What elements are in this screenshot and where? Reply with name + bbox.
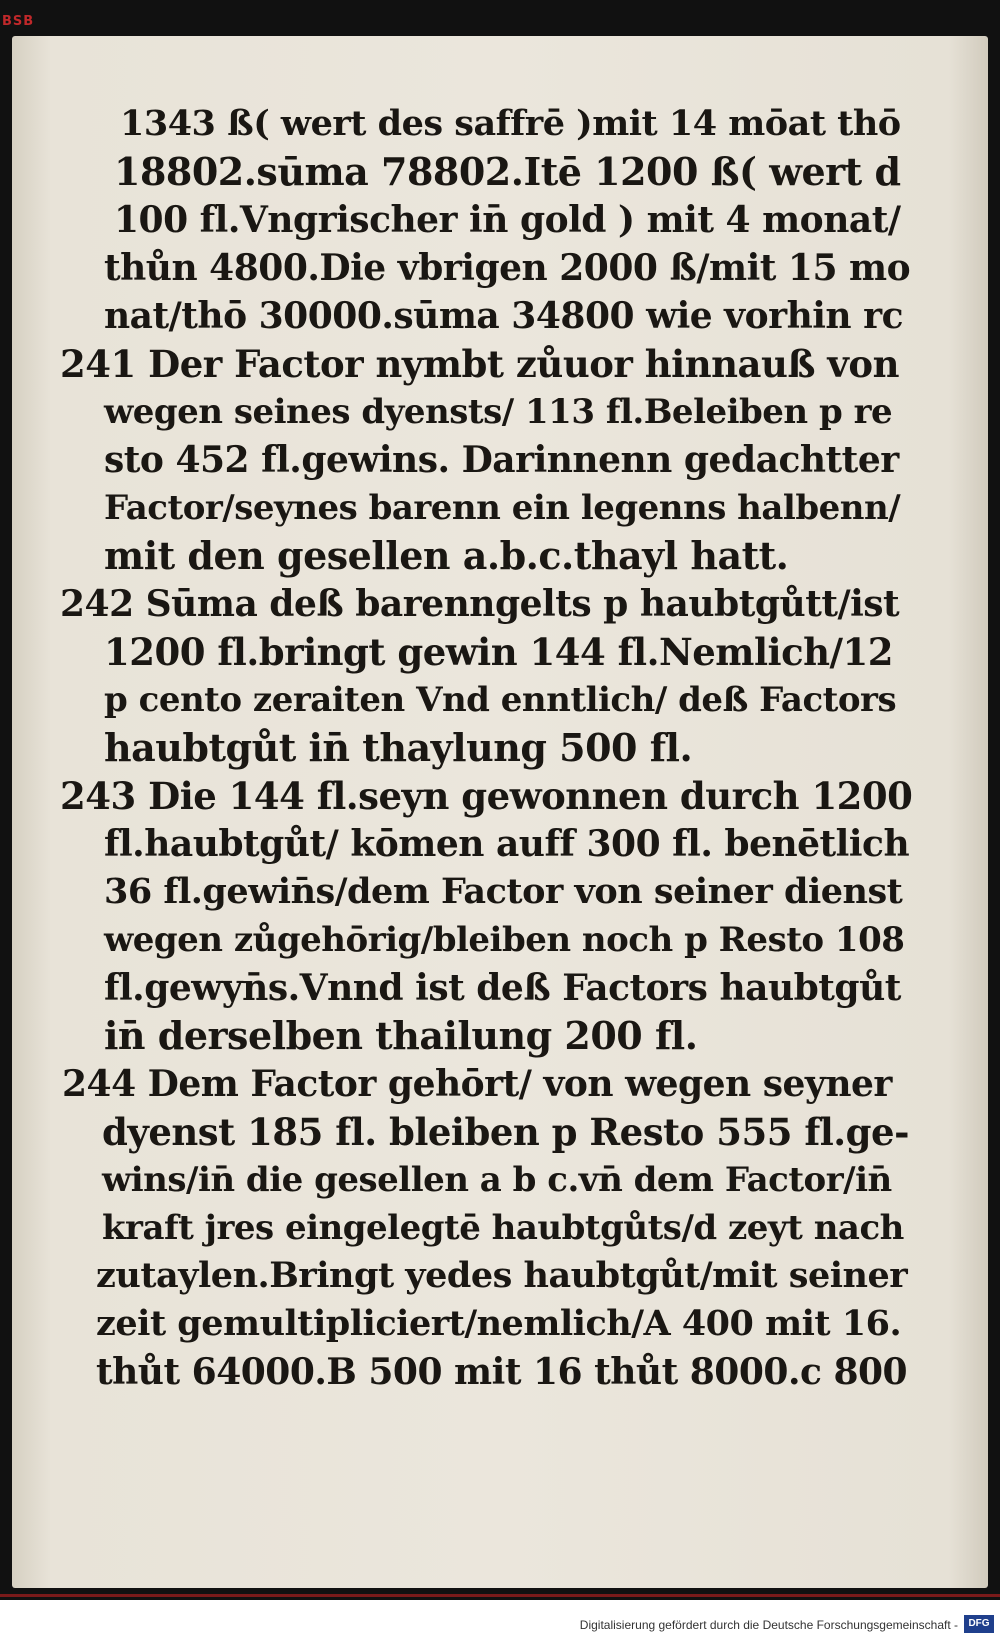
text-line: 100 fl.Vngrischer in̄ gold ) mit 4 monat/: [114, 199, 901, 241]
text-line: 242 Sūma deß barenngelts p haubtgůtt/ist: [60, 583, 900, 625]
text-line: zeit gemultipliciert/nemlich/A 400 mit 16.: [96, 1303, 902, 1344]
text-line: sto 452 fl.gewins. Darinnenn gedachtter: [104, 439, 899, 481]
text-line: p cento zeraiten Vnd enntlich/ deß Factors: [104, 680, 897, 720]
page-sheet: [12, 36, 988, 1588]
text-line: haubtgůt in̄ thaylung 500 fl.: [104, 725, 693, 770]
text-line: 36 fl.gewin̄s/dem Factor von seiner dienst: [104, 871, 903, 912]
text-line: in̄ derselben thailung 200 fl.: [104, 1013, 698, 1058]
text-line: thůt 64000.B 500 mit 16 thůt 8000.c 800: [96, 1351, 908, 1393]
funding-credit: Digitalisierung gefördert durch die Deutsche Forschungsgemeinschaft -: [579, 1618, 958, 1632]
page-bottom-edge: [0, 1594, 1000, 1597]
text-line: zutaylen.Bringt yedes haubtgůt/mit seiner: [96, 1255, 908, 1296]
text-line: 18802.sūma 78802.Itē 1200 ß( wert d: [114, 149, 901, 194]
text-block: [12, 36, 988, 1588]
text-line: wins/in̄ die gesellen a b c.vn̄ dem Factor/in̄: [102, 1160, 892, 1200]
dfg-logo: DFG: [964, 1615, 994, 1633]
text-line: 241 Der Factor nymbt zůuor hinnauß von: [60, 342, 899, 386]
text-line: fl.haubtgůt/ kōmen auff 300 fl. benētlich: [104, 823, 910, 865]
text-line: nat/thō 30000.sūma 34800 wie vorhin rc: [104, 295, 904, 337]
text-line: mit den gesellen a.b.c.thayl hatt.: [104, 533, 789, 578]
text-line: dyenst 185 fl. bleiben p Resto 555 fl.ge-: [102, 1110, 909, 1154]
text-line: wegen zůgehōrig/bleiben noch p Resto 108: [104, 920, 905, 960]
text-line: fl.gewyn̄s.Vnnd ist deß Factors haubtgůt: [104, 967, 901, 1009]
footer-bar: [0, 1600, 1000, 1645]
text-line: 1200 fl.bringt gewin 144 fl.Nemlich/12: [104, 630, 894, 674]
text-line: wegen seines dyensts/ 113 fl.Beleiben p re: [104, 392, 893, 432]
bsb-watermark: BSB: [2, 14, 35, 29]
text-line: 1343 ß( wert des saffrē )mit 14 mōat thō: [120, 103, 901, 144]
text-line: 244 Dem Factor gehōrt/ von wegen seyner: [62, 1063, 892, 1105]
text-line: Factor/seynes barenn ein legenns halbenn/: [104, 488, 901, 528]
text-line: kraft jres eingelegtē haubtgůts/d zeyt nach: [102, 1208, 904, 1248]
text-line: 243 Die 144 fl.seyn gewonnen durch 1200: [60, 774, 913, 818]
text-line: thůn 4800.Die vbrigen 2000 ß/mit 15 mo: [104, 247, 911, 289]
